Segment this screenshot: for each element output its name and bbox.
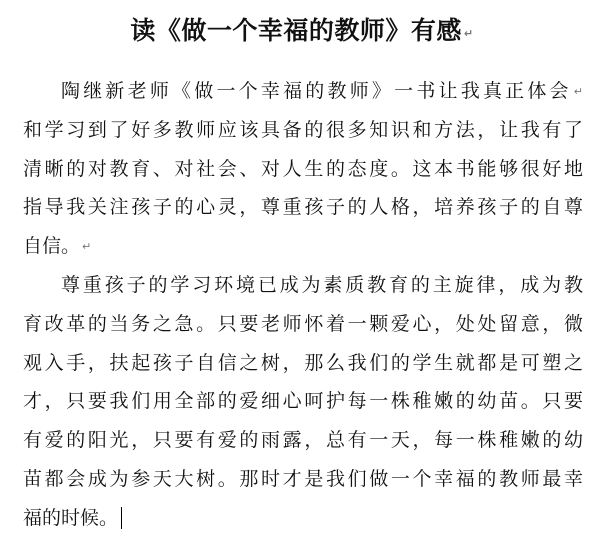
text-line: 苗都会成为参天大树。那时才是我们做一个幸福的教师最幸 [23,467,583,490]
text-line: 指导我关注孩子的心灵，尊重孩子的人格，培养孩子的自尊 [23,196,583,219]
text-cursor-icon [121,507,122,529]
paragraph-mark-icon: ↵ [573,85,583,98]
line-text: 自信。 [23,235,81,258]
document-title [0,14,604,51]
paragraph-1 [23,72,583,266]
document-body[interactable] [23,72,583,538]
text-line: 清晰的对教育、对社会、对人生的态度。这本书能够很好地 [23,157,583,180]
paragraph-mark-icon: ↵ [82,240,92,254]
title-text: 读《做一个幸福的教师》有感 [130,16,462,45]
text-line: 育改革的当务之急。只要老师怀着一颗爱心，处处留意，微 [23,312,583,335]
text-line [23,72,583,111]
line-text: 陶继新老师《做一个幸福的教师》一书让我真正体会 [61,80,572,102]
text-line: 和学习到了好多教师应该具备的很多知识和方法，让我有了 [23,118,583,141]
text-line: 尊重孩子的学习环境已成为素质教育的主旋律，成为教 [61,273,583,296]
text-line [23,227,583,266]
line-text: 福的时候。 [23,506,119,529]
text-line: 有爱的阳光，只要有爱的雨露，总有一天，每一株稚嫩的幼 [23,429,583,452]
paragraph-mark-icon: ↵ [463,27,474,40]
text-line: 观入手，扶起孩子自信之树，那么我们的学生就都是可塑之 [23,351,583,374]
text-line: 才，只要我们用全部的爱细心呵护每一株稚嫩的幼苗。只要 [23,390,583,413]
paragraph-2 [23,266,583,538]
text-line [23,499,583,538]
